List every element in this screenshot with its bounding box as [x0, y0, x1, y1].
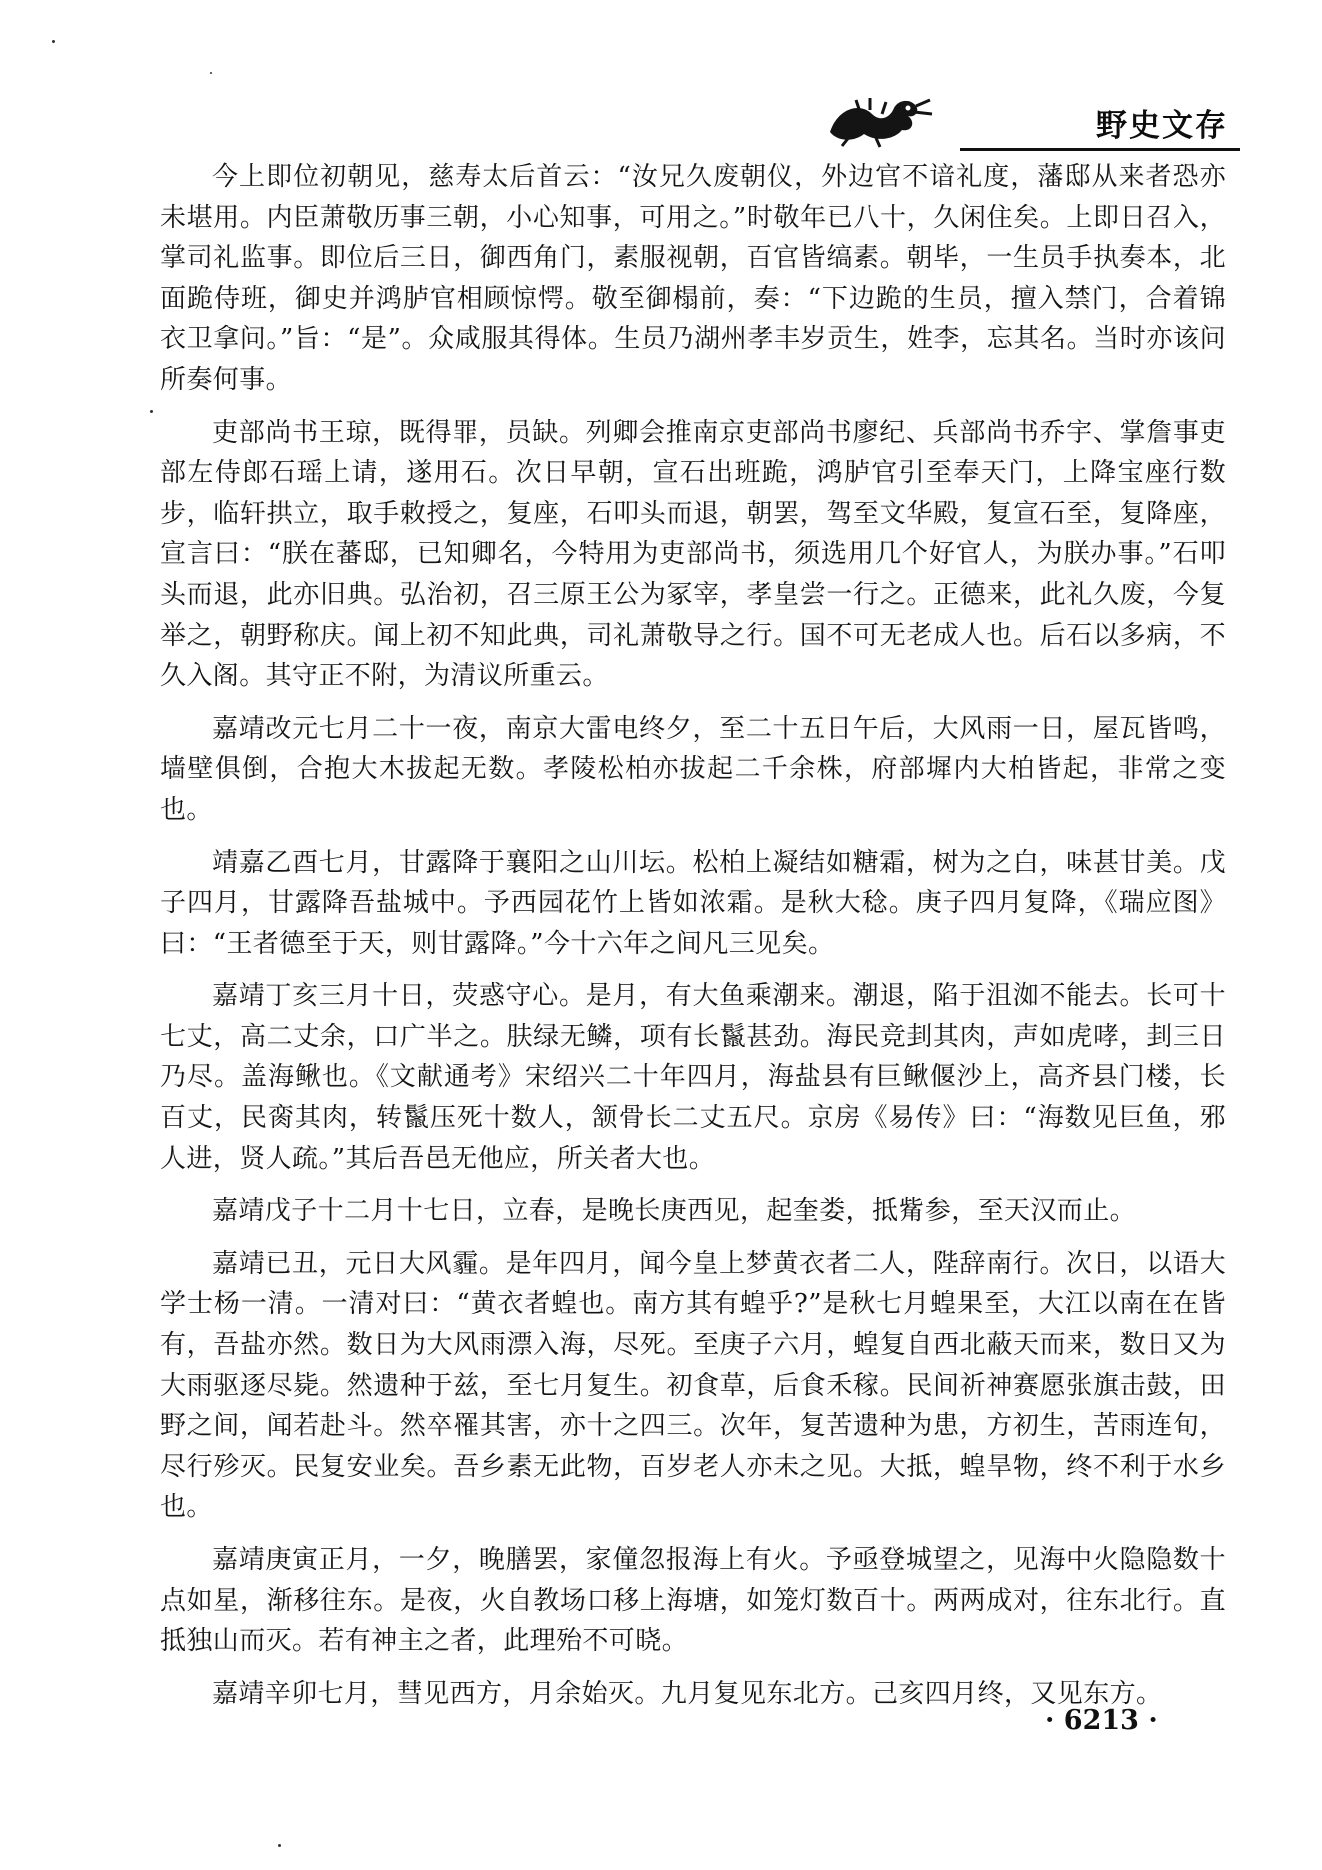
body-text: [160, 157, 1226, 1726]
scan-speck: [278, 1844, 281, 1847]
scan-speck: [210, 72, 212, 74]
paragraph: 嘉靖辛卯七月，彗见西方，月余始灭。九月复见东北方。己亥四月终，又见东方。: [212, 1678, 1163, 1709]
paragraph: 嘉靖庚寅正月，一夕，晚膳罢，家僮忽报海上有火。予亟登城望之，见海中火隐隐数十点如星，渐移往东。是夜，火自教场口移上海塘，如笼灯数百十。两两成对，往东北行。直抵独山而灭。若有神主之者，此理殆不可晓。: [160, 1545, 1226, 1657]
page-number: · 6213 ·: [1045, 1705, 1158, 1736]
running-header: [820, 88, 1240, 148]
paragraph: 吏部尚书王琼，既得罪，员缺。列卿会推南京吏部尚书廖纪、兵部尚书乔宇、掌詹事吏部左侍郎石瑶上请，遂用石。次日早朝，宣石出班跪，鸿胪官引至奉天门，上降宝座行数步，临轩拱立，取手敕授之，复座，石叩头而退，朝罢，驾至文华殿，复宣石至，复降座，宣言曰：“朕在蕃邸，已知卿名，今特用为吏部尚书，须选用几个好官人，为朕办事。”石叩头而退，此亦旧典。弘治初，召三原王公为冢宰，孝皇尝一行之。正德来，此礼久废，今复举之，朝野称庆。闻上初不知此典，司礼萧敬导之行。国不可无老成人也。后石以多病，不久入阁。其守正不附，为清议所重云。: [160, 417, 1226, 692]
scan-speck: [150, 410, 153, 413]
paragraph: 嘉靖戊子十二月十七日，立春，是晚长庚西见，起奎娄，抵觜参，至天汉而止。: [212, 1196, 1137, 1227]
paragraph: 今上即位初朝见，慈寿太后首云：“汝兄久废朝仪，外边官不谙礼度，藩邸从来者恐亦未堪用。内臣萧敬历事三朝，小心知事，可用之。”时敬年已八十，久闲住矣。上即日召入，掌司礼监事。即位后三日，御西角门，素服视朝，百官皆缟素。朝毕，一生员手执奏本，北面跪侍班，御史并鸿胪官相顾惊愕。敬至御榻前，奏：“下边跪的生员，擅入禁门，合着锦衣卫拿问。”旨：“是”。众咸服其得体。生员乃湖州孝丰岁贡生，姓李，忘其名。当时亦该问所奏何事。: [160, 162, 1226, 395]
scan-speck: [52, 40, 55, 43]
paragraph: 嘉靖改元七月二十一夜，南京大雷电终夕，至二十五日午后，大风雨一日，屋瓦皆鸣，墙壁俱倒，合抱大木拔起无数。孝陵松柏亦拔起二千余株，府部墀内大柏皆起，非常之变也。: [160, 713, 1226, 825]
section-title: 野史文存: [1096, 108, 1228, 144]
paragraph: 嘉靖丁亥三月十日，荧惑守心。是月，有大鱼乘潮来。潮退，陷于沮洳不能去。长可十七丈，高二丈余，口广半之。肤绿无鳞，项有长鬣甚劲。海民竞刲其肉，声如虎哮，刲三日乃尽。盖海鳅也。《文献通考》宋绍兴二十年四月，海盐县有巨鳅偃沙上，高齐县门楼，长百丈，民脔其肉，转鬣压死十数人，颔骨长二丈五尺。京房《易传》曰：“海数见巨鱼，邪人进，贤人疏。”其后吾邑无他应，所关者大也。: [160, 981, 1226, 1174]
header-rule: [960, 148, 1240, 151]
paragraph: 嘉靖已丑，元日大风霾。是年四月，闻今皇上梦黄衣者二人，陛辞南行。次日，以语大学士杨一清。一清对曰：“黄衣者蝗也。南方其有蝗乎?”是秋七月蝗果至，大江以南在在皆有，吾盐亦然。数日为大风雨漂入海，尽死。至庚子六月，蝗复自西北蔽天而来，数日又为大雨驱逐尽毙。然遗种于兹，至七月复生。初食草，后食禾稼。民间祈神赛愿张旗击鼓，田野之间，闻若赴斗。然卒罹其害，亦十之四三。次年，复苦遗种为患，方初生，苦雨连旬，尽行殄灭。民复安业矣。吾乡素无此物，百岁老人亦未之见。大抵，蝗旱物，终不利于水乡也。: [160, 1248, 1226, 1523]
paragraph: 靖嘉乙酉七月，甘露降于襄阳之山川坛。松柏上凝结如糖霜，树为之白，味甚甘美。戊子四月，甘露降吾盐城中。予西园花竹上皆如浓霜。是秋大稔。庚子四月复降，《瑞应图》曰：“王者德至于天，则甘露降。”今十六年之间凡三见矣。: [160, 847, 1226, 959]
dragon-icon: [820, 88, 940, 148]
